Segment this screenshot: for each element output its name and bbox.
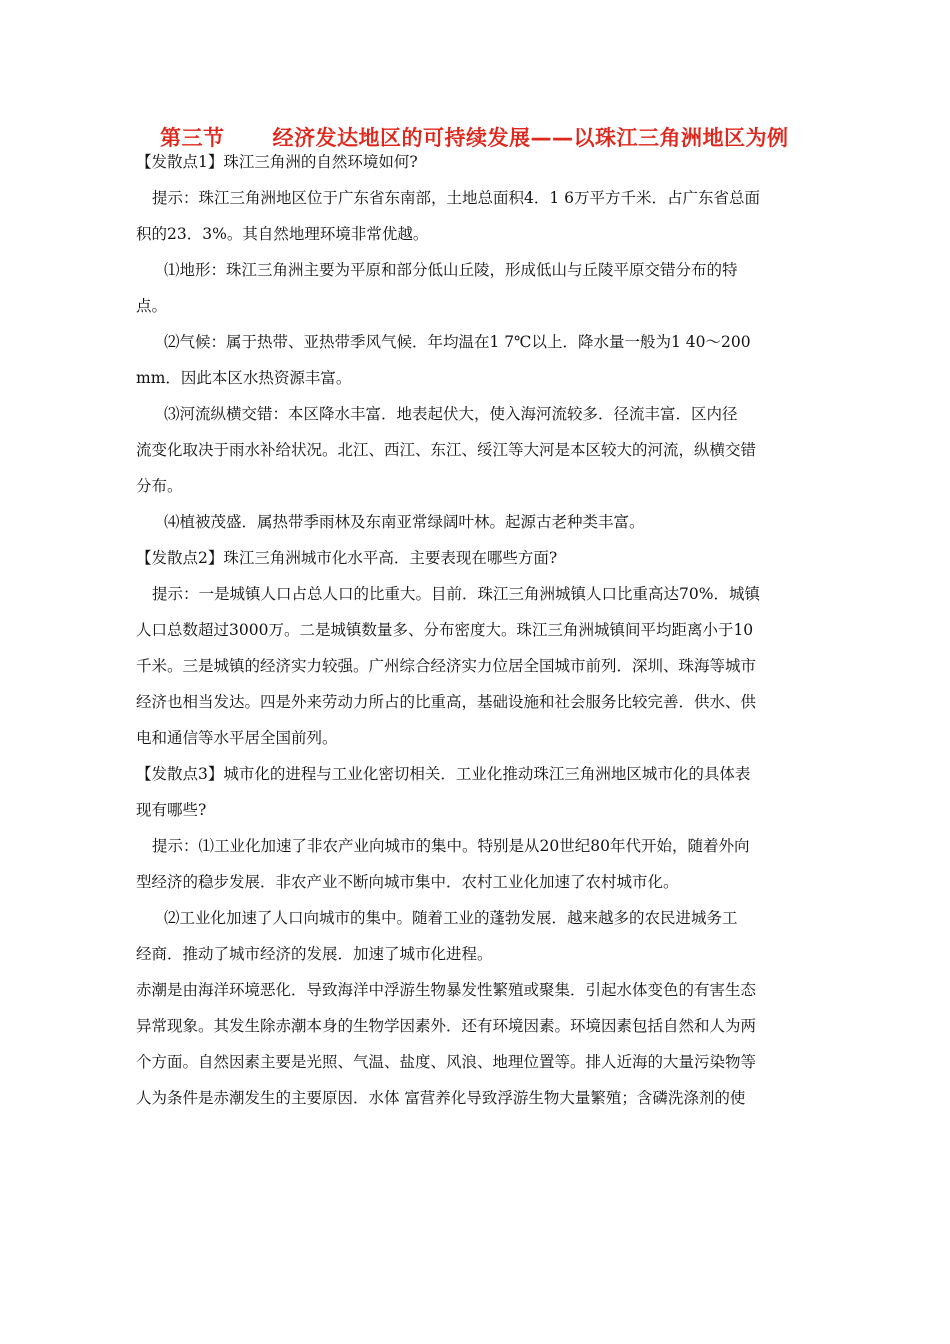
paragraph-line: mm．因此本区水热资源丰富。 <box>136 369 352 387</box>
paragraph-line: 个方面。自然因素主要是光照、气温、盐度、风浪、地理位置等。排人近海的大量污染物等 <box>136 1053 757 1071</box>
paragraph-line: 异常现象。其发生除赤潮本身的生物学因素外．还有环境因素。环境因素包括自然和人为两 <box>136 1017 757 1035</box>
heading-point-2: 【发散点2】珠江三角洲城市化水平高．主要表现在哪些方面? <box>136 549 558 567</box>
paragraph-line: ⑶河流纵横交错：本区降水丰富．地表起伏大，使入海河流较多．径流丰富．区内径 <box>164 405 738 423</box>
paragraph-line: 型经济的稳步发展．非农产业不断向城市集中．农村工业化加速了农村城市化。 <box>136 873 679 891</box>
paragraph-line: 流变化取决于雨水补给状况。北江、西江、东江、绥江等大河是本区较大的河流，纵横交错 <box>136 441 757 459</box>
paragraph-line: 点。 <box>136 297 168 315</box>
paragraph-line: 分布。 <box>136 477 183 495</box>
paragraph-line: 人为条件是赤潮发生的主要原因．水体 富营养化导致浮游生物大量繁殖；含磷洗涤剂的使 <box>136 1089 746 1107</box>
body-text <box>136 144 816 1116</box>
paragraph-line: 提示：珠江三角洲地区位于广东省东南部，土地总面积4．1 6万平方千米．占广东省总面 <box>152 189 761 207</box>
paragraph-line: 经商．推动了城市经济的发展．加速了城市化进程。 <box>136 945 493 963</box>
paragraph-line: 经济也相当发达。四是外来劳动力所占的比重高，基础设施和社会服务比较完善．供水、供 <box>136 693 757 711</box>
title-main: 经济发达地区的可持续发展——以珠江三角洲地区为例 <box>272 126 789 150</box>
paragraph-line: 电和通信等水平居全国前列。 <box>136 729 338 747</box>
paragraph-line: ⑵工业化加速了人口向城市的集中。随着工业的蓬勃发展．越来越多的农民进城务工 <box>164 909 738 927</box>
paragraph-line: ⑷植被茂盛．属热带季雨林及东南亚常绿阔叶林。起源古老种类丰富。 <box>164 513 645 531</box>
paragraph-line: 千米。三是城镇的经济实力较强。广州综合经济实力位居全国城市前列．深圳、珠海等城市 <box>136 657 757 675</box>
paragraph-line: 积的23．3%。其自然地理环境非常优越。 <box>136 225 429 243</box>
paragraph-line: 人口总数超过3000万。二是城镇数量多、分布密度大。珠江三角洲城镇间平均距离小于10 <box>136 621 754 639</box>
heading-point-3: 【发散点3】城市化的进程与工业化密切相关．工业化推动珠江三角洲地区城市化的具体表 <box>136 765 751 783</box>
heading-point-1: 【发散点1】珠江三角洲的自然环境如何? <box>136 153 418 171</box>
paragraph-line: ⑴地形：珠江三角洲主要为平原和部分低山丘陵，形成低山与丘陵平原交错分布的特 <box>164 261 738 279</box>
paragraph-line: ⑵气候：属于热带、亚热带季风气候．年均温在1 7℃以上．降水量一般为1 40～200 <box>164 333 751 351</box>
paragraph-line: 赤潮是由海洋环境恶化．导致海洋中浮游生物暴发性繁殖或聚集．引起水体变色的有害生态 <box>136 981 757 999</box>
paragraph-line: 现有哪些? <box>136 801 207 819</box>
section-label: 第三节 <box>160 126 225 150</box>
paragraph-line: 提示：一是城镇人口占总人口的比重大。目前．珠江三角洲城镇人口比重高达70%．城镇 <box>152 585 760 603</box>
paragraph-line: 提示：⑴工业化加速了非农产业向城市的集中。特别是从20世纪80年代开始，随着外向 <box>152 837 750 855</box>
